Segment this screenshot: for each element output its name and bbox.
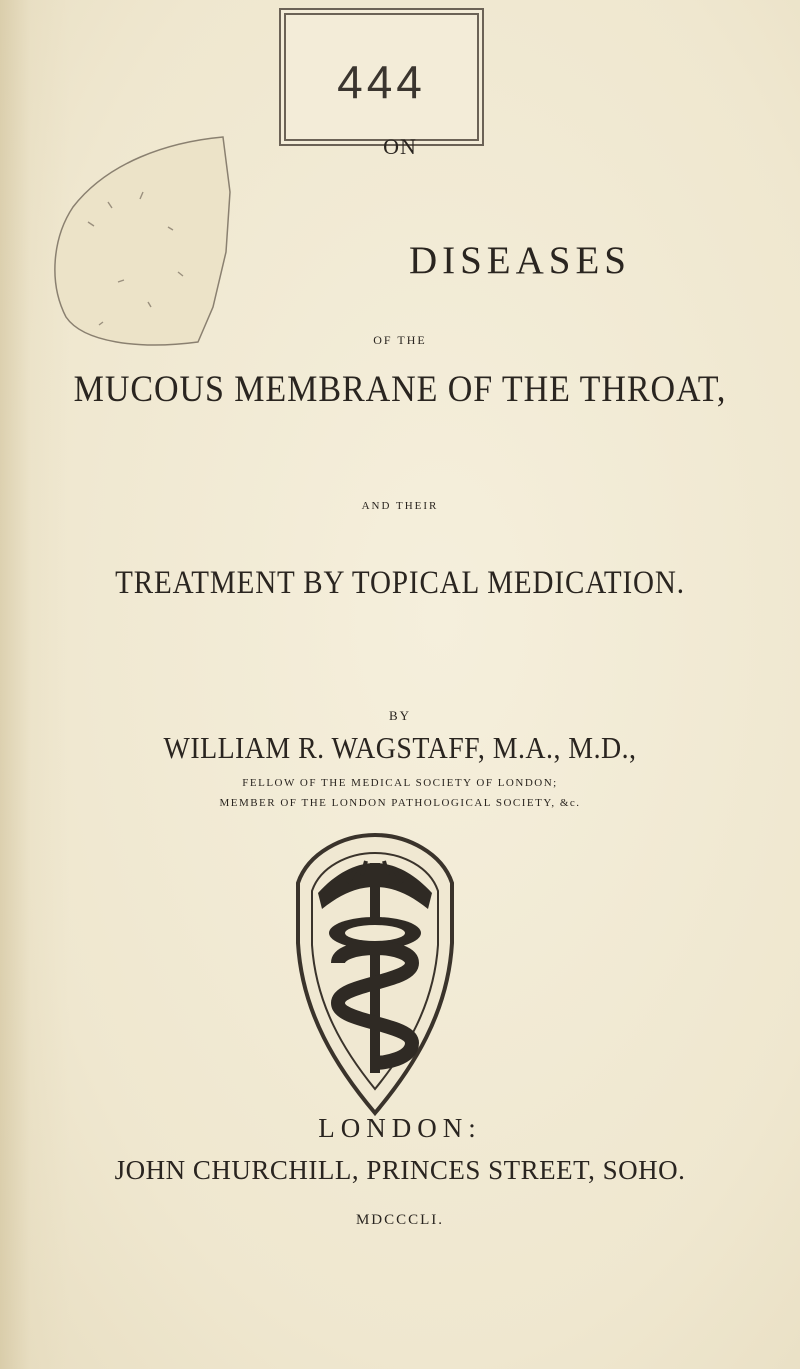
title-diseases: DISEASES bbox=[408, 239, 632, 282]
caduceus-shield-icon bbox=[288, 823, 462, 1119]
main-title: MUCOUS MEMBRANE OF THE THROAT, bbox=[73, 369, 727, 410]
title-and-their: AND THEIR bbox=[361, 500, 439, 512]
title-of-the: OF THE bbox=[373, 333, 427, 347]
shelf-label bbox=[279, 8, 484, 146]
imprint-date: MDCCCLI. bbox=[355, 1212, 445, 1228]
subtitle-treatment: TREATMENT BY TOPICAL MEDICATION. bbox=[115, 565, 685, 601]
author-affiliation-2: MEMBER OF THE LONDON PATHOLOGICAL SOCIETY, &c. bbox=[219, 797, 581, 809]
author-name: WILLIAM R. WAGSTAFF, M.A., M.D., bbox=[163, 730, 637, 765]
title-on: ON bbox=[383, 134, 417, 159]
shelf-number: 444 bbox=[337, 56, 426, 108]
imprint-publisher: JOHN CHURCHILL, PRINCES STREET, SOHO. bbox=[114, 1155, 686, 1185]
author-affiliation-1: FELLOW OF THE MEDICAL SOCIETY OF LONDON; bbox=[242, 777, 558, 789]
imprint-place: LONDON: bbox=[318, 1113, 482, 1143]
by-line: BY bbox=[388, 708, 412, 723]
